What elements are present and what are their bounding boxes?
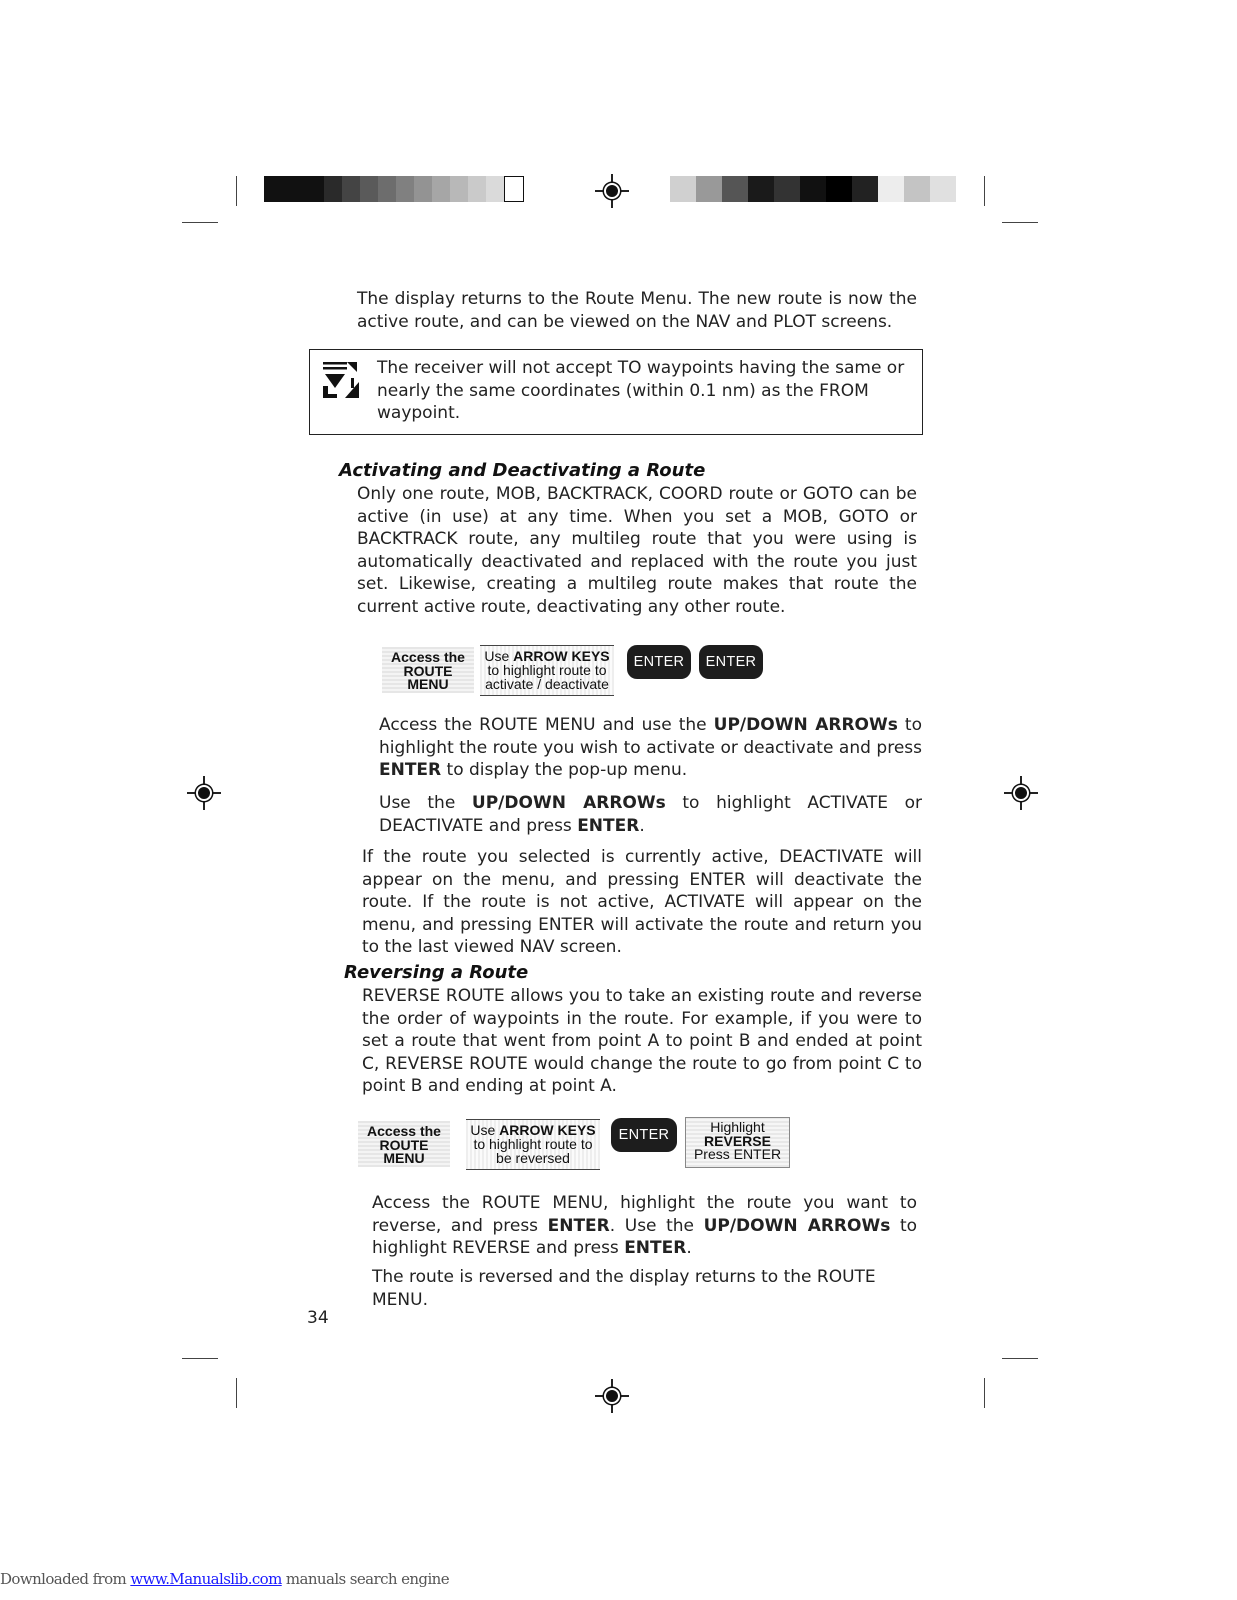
note-icon bbox=[321, 360, 361, 400]
activating-paragraph-2 bbox=[379, 792, 922, 837]
text-run-bold: UP/DOWN ARROWs bbox=[713, 715, 898, 735]
footer bbox=[0, 1570, 449, 1588]
activating-paragraph-3: If the route you selected is currently active, DEACTIVATE will appear on the menu, and pressing ENTER will deactivate the route. If the route is not active, ACTIVATE will appear on the menu, and pressing ENTER will activate the route and return you to the last viewed NAV screen. bbox=[362, 847, 922, 957]
registration-bar-left bbox=[264, 176, 524, 202]
crop-mark bbox=[182, 222, 218, 223]
step-access-route-menu bbox=[358, 1121, 450, 1167]
crop-mark bbox=[182, 1358, 218, 1359]
text-run: Access the ROUTE MENU, highlight the route you want to reverse, and press bbox=[372, 1193, 917, 1236]
step-label: Access the bbox=[367, 1123, 441, 1139]
note-box bbox=[309, 349, 923, 435]
crop-mark bbox=[984, 176, 985, 206]
intro-paragraph: The display returns to the Route Menu. The new route is now the active route, and can be viewed on the NAV and PLOT screens. bbox=[357, 289, 917, 332]
step-label: Press ENTER bbox=[693, 1146, 782, 1162]
text-run-bold: ENTER bbox=[379, 760, 442, 780]
footer-text: manuals search engine bbox=[281, 1570, 449, 1588]
registration-crosshair bbox=[187, 776, 221, 810]
note-text: The receiver will not accept TO waypoints having the same or nearly the same coordinates (within 0.1 nm) as the FROM waypoint. bbox=[377, 358, 905, 423]
text-run: . bbox=[639, 815, 645, 836]
step-access-route-menu bbox=[382, 647, 474, 693]
text-run: to highlight REVERSE and press bbox=[372, 1215, 918, 1258]
step-label: ROUTE bbox=[403, 662, 453, 679]
footer-text: Downloaded from bbox=[0, 1570, 131, 1588]
text-run-bold: UP/DOWN ARROWs bbox=[471, 793, 666, 813]
text-run: to highlight ACTIVATE or DEACTIVATE and press bbox=[379, 793, 923, 836]
text-run: . Use the bbox=[609, 1215, 704, 1236]
text-run-bold: ENTER bbox=[577, 815, 640, 836]
step-label: to highlight route to bbox=[473, 1136, 593, 1152]
step-label-bold: REVERSE bbox=[704, 1132, 771, 1149]
crop-mark bbox=[1002, 222, 1038, 223]
enter-key: ENTER bbox=[627, 645, 691, 679]
crop-mark bbox=[236, 1378, 237, 1408]
crop-mark bbox=[1002, 1358, 1038, 1359]
crop-mark bbox=[236, 176, 237, 206]
text-run-bold: UP/DOWN ARROWs bbox=[703, 1215, 891, 1236]
step-label: to highlight route to bbox=[487, 662, 607, 678]
text-run-bold: ENTER bbox=[624, 1238, 687, 1258]
step-label: Use bbox=[484, 648, 514, 664]
step-label-bold: ARROW KEYS bbox=[499, 1122, 596, 1138]
step-highlight-reverse bbox=[685, 1117, 790, 1168]
step-label: activate / deactivate bbox=[485, 676, 609, 692]
page-number: 34 bbox=[307, 1308, 329, 1328]
registration-bar-right bbox=[670, 176, 956, 202]
step-use-arrow-keys bbox=[466, 1119, 600, 1170]
step-label: MENU bbox=[407, 676, 449, 692]
step-label: be reversed bbox=[496, 1150, 570, 1166]
text-run: to highlight the route you wish to activate or deactivate and press bbox=[379, 715, 922, 758]
step-label-bold: ARROW KEYS bbox=[513, 648, 610, 664]
section-heading-reversing: Reversing a Route bbox=[344, 962, 529, 983]
step-use-arrow-keys bbox=[480, 645, 614, 696]
text-run-bold: ENTER bbox=[547, 1215, 610, 1236]
activating-intro: Only one route, MOB, BACKTRACK, COORD route or GOTO can be active (in use) at any time. When you set a MOB, GOTO or BACKTRACK route, any multileg route that you were using is automatically deactivated and replaced with the route you just set. Likewise, creating a multileg route makes that route the current active route, deactivating any other route. bbox=[357, 484, 917, 617]
reversing-intro: REVERSE ROUTE allows you to take an existing route and reverse the order of waypoints in the route. For example, if you were to set a route that went from point A to point B and ended at point C, REVERSE ROUTE would change the route to go from point C to point B and ending at point A. bbox=[362, 986, 922, 1096]
text-run: Use the bbox=[379, 793, 472, 813]
crop-mark bbox=[984, 1378, 985, 1408]
text-run: to display the pop-up menu. bbox=[441, 760, 688, 780]
enter-key: ENTER bbox=[611, 1118, 677, 1152]
registration-crosshair bbox=[595, 174, 629, 208]
section-heading-activating: Activating and Deactivating a Route bbox=[339, 460, 706, 481]
registration-crosshair bbox=[595, 1379, 629, 1413]
reversing-paragraph-2: The route is reversed and the display returns to the ROUTE MENU. bbox=[372, 1267, 876, 1310]
text-run: Access the ROUTE MENU and use the bbox=[379, 715, 714, 735]
step-label: ROUTE bbox=[379, 1136, 429, 1153]
registration-crosshair bbox=[1004, 776, 1038, 810]
reversing-paragraph-1 bbox=[372, 1192, 917, 1260]
footer-link[interactable]: www.Manualslib.com bbox=[130, 1570, 282, 1588]
step-label: MENU bbox=[383, 1150, 425, 1166]
step-label: Access the bbox=[391, 649, 465, 665]
activating-paragraph-1 bbox=[379, 714, 922, 782]
text-run: . bbox=[686, 1238, 692, 1258]
step-label: Highlight bbox=[710, 1119, 765, 1135]
enter-key: ENTER bbox=[699, 645, 763, 679]
step-label: Use bbox=[470, 1122, 500, 1138]
